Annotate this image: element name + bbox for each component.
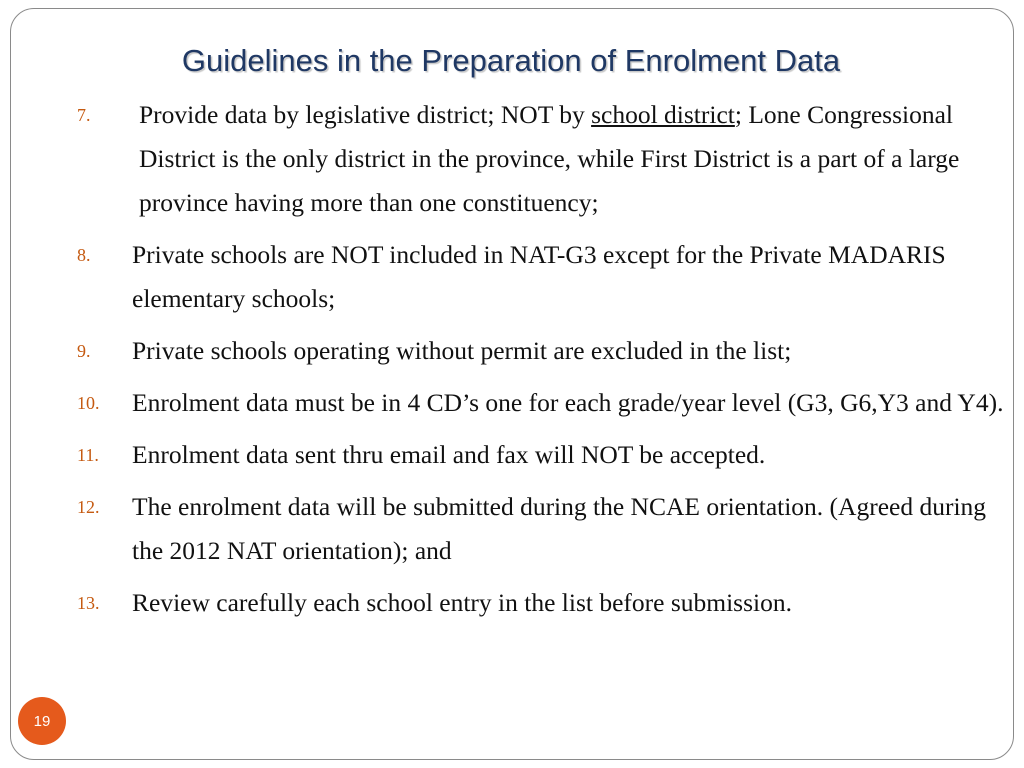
item-number: 10. (77, 393, 100, 413)
underlined-term: school district (591, 100, 735, 129)
item-text-part: ; Lone Congressional District is the only district in the province, while First District is a part of a large province having more than one constituency; (139, 100, 960, 217)
list-item (77, 433, 1017, 477)
page-number: 19 (33, 712, 51, 730)
list-item (77, 381, 1017, 425)
item-text: Review carefully each school entry in the list before submission. (132, 588, 792, 617)
item-number: 9. (77, 341, 91, 361)
item-text: Private schools are NOT included in NAT-G3 except for the Private MADARIS elementary schools; (132, 240, 946, 313)
item-number: 11. (77, 445, 99, 465)
list-item (77, 485, 1017, 573)
slide-frame (10, 8, 1014, 760)
page-number-badge (18, 697, 66, 745)
list-item (77, 233, 1017, 321)
list-item (77, 329, 1017, 373)
item-text-part: Provide data by legislative district; NOT by (139, 100, 592, 129)
list-item (77, 93, 1017, 225)
item-number: 7. (77, 105, 91, 125)
slide-title: Guidelines in the Preparation of Enrolment Data (181, 43, 841, 78)
item-number: 12. (77, 497, 100, 517)
item-text: Enrolment data must be in 4 CD’s one for each grade/year level (G3, G6,Y3 and Y4). (132, 388, 1004, 417)
item-text (77, 93, 1017, 225)
item-number: 13. (77, 593, 100, 613)
item-number: 8. (77, 245, 91, 265)
item-text: Enrolment data sent thru email and fax will NOT be accepted. (132, 440, 766, 469)
list-item (77, 581, 1017, 625)
item-text: Private schools operating without permit are excluded in the list; (132, 336, 792, 365)
item-text: The enrolment data will be submitted during the NCAE orientation. (Agreed during the 2012 NAT orientation); and (132, 492, 987, 565)
guidelines-list (77, 93, 1017, 633)
